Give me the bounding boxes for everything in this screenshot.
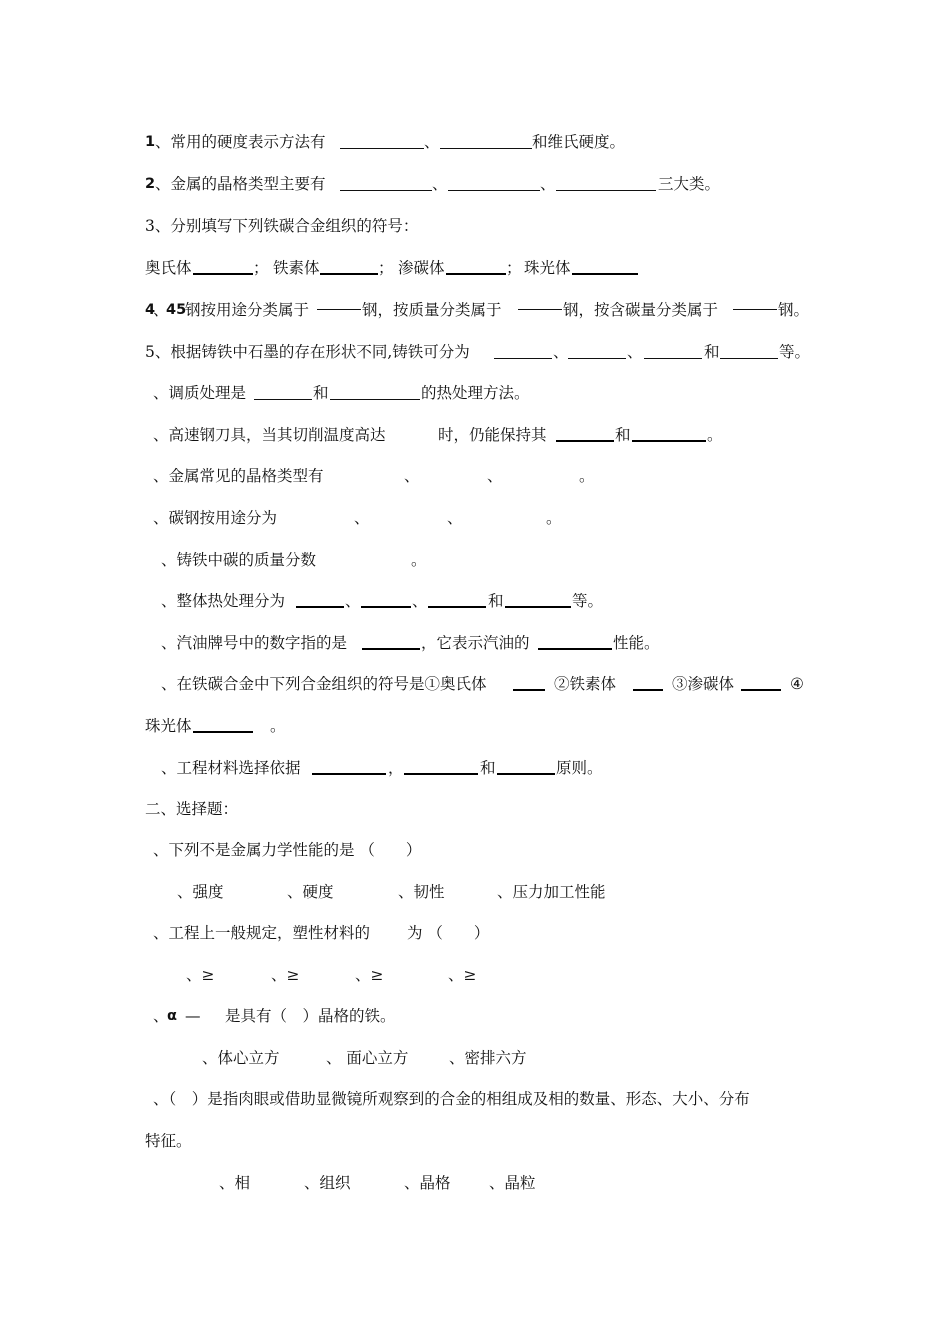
question-number: 1: [145, 134, 156, 150]
choice-question-4-cont: 特征。: [145, 1132, 192, 1150]
option[interactable]: 、≥: [186, 966, 215, 984]
question-1: 1 、常用的硬度表示方法有 、 和维氏硬度。: [0, 129, 950, 155]
answer-blank[interactable]: [193, 255, 253, 275]
answer-blank[interactable]: [340, 129, 424, 149]
answer-blank[interactable]: [568, 339, 626, 359]
answer-blank[interactable]: [361, 588, 411, 608]
option[interactable]: 、 面心立方: [326, 1049, 409, 1067]
answer-dash[interactable]: [317, 309, 361, 310]
answer-blank[interactable]: [440, 129, 532, 149]
answer-dash[interactable]: [518, 309, 562, 310]
question-2: 2 、金属的晶格类型主要有 、 、 三大类。: [0, 171, 950, 197]
answer-blank[interactable]: [497, 755, 555, 775]
question-10: 、铸铁中碳的质量分数 。: [161, 551, 427, 569]
answer-blank[interactable]: [505, 588, 571, 608]
answer-blank[interactable]: [633, 671, 663, 691]
option[interactable]: 、密排六方: [449, 1049, 527, 1067]
answer-blank[interactable]: [741, 671, 781, 691]
question-3: 3、分别填写下列铁碳合金组织的符号：: [145, 217, 419, 235]
option[interactable]: 、组织: [304, 1174, 351, 1192]
answer-blank[interactable]: [254, 380, 312, 400]
choice-options-2: [0, 962, 950, 988]
question-13-cont: 珠光体 。: [0, 713, 950, 739]
answer-blank[interactable]: [404, 755, 478, 775]
answer-blank[interactable]: [556, 422, 614, 442]
section-heading: 二、选择题：: [145, 800, 239, 818]
option[interactable]: 、≥: [271, 966, 300, 984]
answer-blank[interactable]: [448, 171, 540, 191]
question-8: 、金属常见的晶格类型有 、 、 。: [153, 467, 595, 485]
question-11: 、整体热处理分为 、 、 和 等。: [0, 588, 950, 614]
answer-blank[interactable]: [446, 255, 506, 275]
answer-blank[interactable]: [644, 339, 702, 359]
option[interactable]: 、≥: [355, 966, 384, 984]
answer-blank[interactable]: [494, 339, 552, 359]
question-7: 、高速钢刀具，当其切削温度高达 时，仍能保持其 和 。: [0, 422, 950, 448]
question-text: 、常用的硬度表示方法有: [155, 133, 326, 151]
choice-options-4: [0, 1170, 950, 1196]
choice-options-3: [0, 1045, 950, 1071]
choice-question-3: 、 α — 是具有（ ）晶格的铁。: [153, 1007, 396, 1025]
answer-blank[interactable]: [362, 630, 420, 650]
option[interactable]: 、≥: [448, 966, 477, 984]
question-4: 4 、 45 钢按用途分类属于 钢，按质量分类属于 钢，按含碳量分类属于 钢。: [145, 301, 810, 319]
question-number: 2: [145, 176, 156, 192]
option[interactable]: 、韧性: [398, 883, 445, 901]
option[interactable]: 、硬度: [287, 883, 334, 901]
question-text: 、金属的晶格类型主要有: [155, 175, 326, 193]
option[interactable]: 、相: [219, 1174, 251, 1192]
answer-blank[interactable]: [538, 630, 612, 650]
question-9: 、碳钢按用途分为 、 、 。: [153, 509, 562, 527]
option[interactable]: 、晶粒: [489, 1174, 536, 1192]
question-12: 、汽油牌号中的数字指的是 ，它表示汽油的 性能。: [0, 630, 950, 656]
answer-dash[interactable]: [733, 309, 777, 310]
answer-blank[interactable]: [340, 171, 432, 191]
choice-question-1: 、下列不是金属力学性能的是 （ ）: [153, 841, 422, 859]
answer-blank[interactable]: [330, 380, 420, 400]
option[interactable]: 、体心立方: [202, 1049, 280, 1067]
answer-blank[interactable]: [193, 713, 253, 733]
choice-options-1: [0, 879, 950, 905]
answer-blank[interactable]: [572, 255, 638, 275]
answer-blank[interactable]: [320, 255, 378, 275]
answer-blank[interactable]: [720, 339, 778, 359]
question-13: 、在铁碳合金中下列合金组织的符号是①奥氏体 ②铁素体 ③渗碳体 ④: [0, 671, 950, 697]
option[interactable]: 、强度: [177, 883, 224, 901]
answer-blank[interactable]: [556, 171, 656, 191]
answer-blank[interactable]: [428, 588, 486, 608]
question-5: 5、根据铸铁中石墨的存在形状不同,铸铁可分为 、 、 和 等。: [0, 339, 950, 365]
choice-question-2: 、工程上一般规定，塑性材料的 为 （ ）: [153, 924, 490, 942]
answer-blank[interactable]: [296, 588, 344, 608]
answer-blank[interactable]: [312, 755, 386, 775]
answer-blank[interactable]: [513, 671, 545, 691]
answer-blank[interactable]: [632, 422, 706, 442]
question-6: 、调质处理是 和 的热处理方法。: [0, 380, 950, 406]
option[interactable]: 、晶格: [404, 1174, 451, 1192]
question-14: 、工程材料选择依据 ， 和 原则。: [0, 755, 950, 781]
choice-question-4: 、（ ）是指肉眼或借助显微镜所观察到的合金的相组成及相的数量、形态、大小、分布: [153, 1090, 750, 1108]
question-3-answers: 奥氏体 ； 铁素体 ； 渗碳体 ； 珠光体: [0, 255, 950, 281]
option[interactable]: 、压力加工性能: [497, 883, 606, 901]
